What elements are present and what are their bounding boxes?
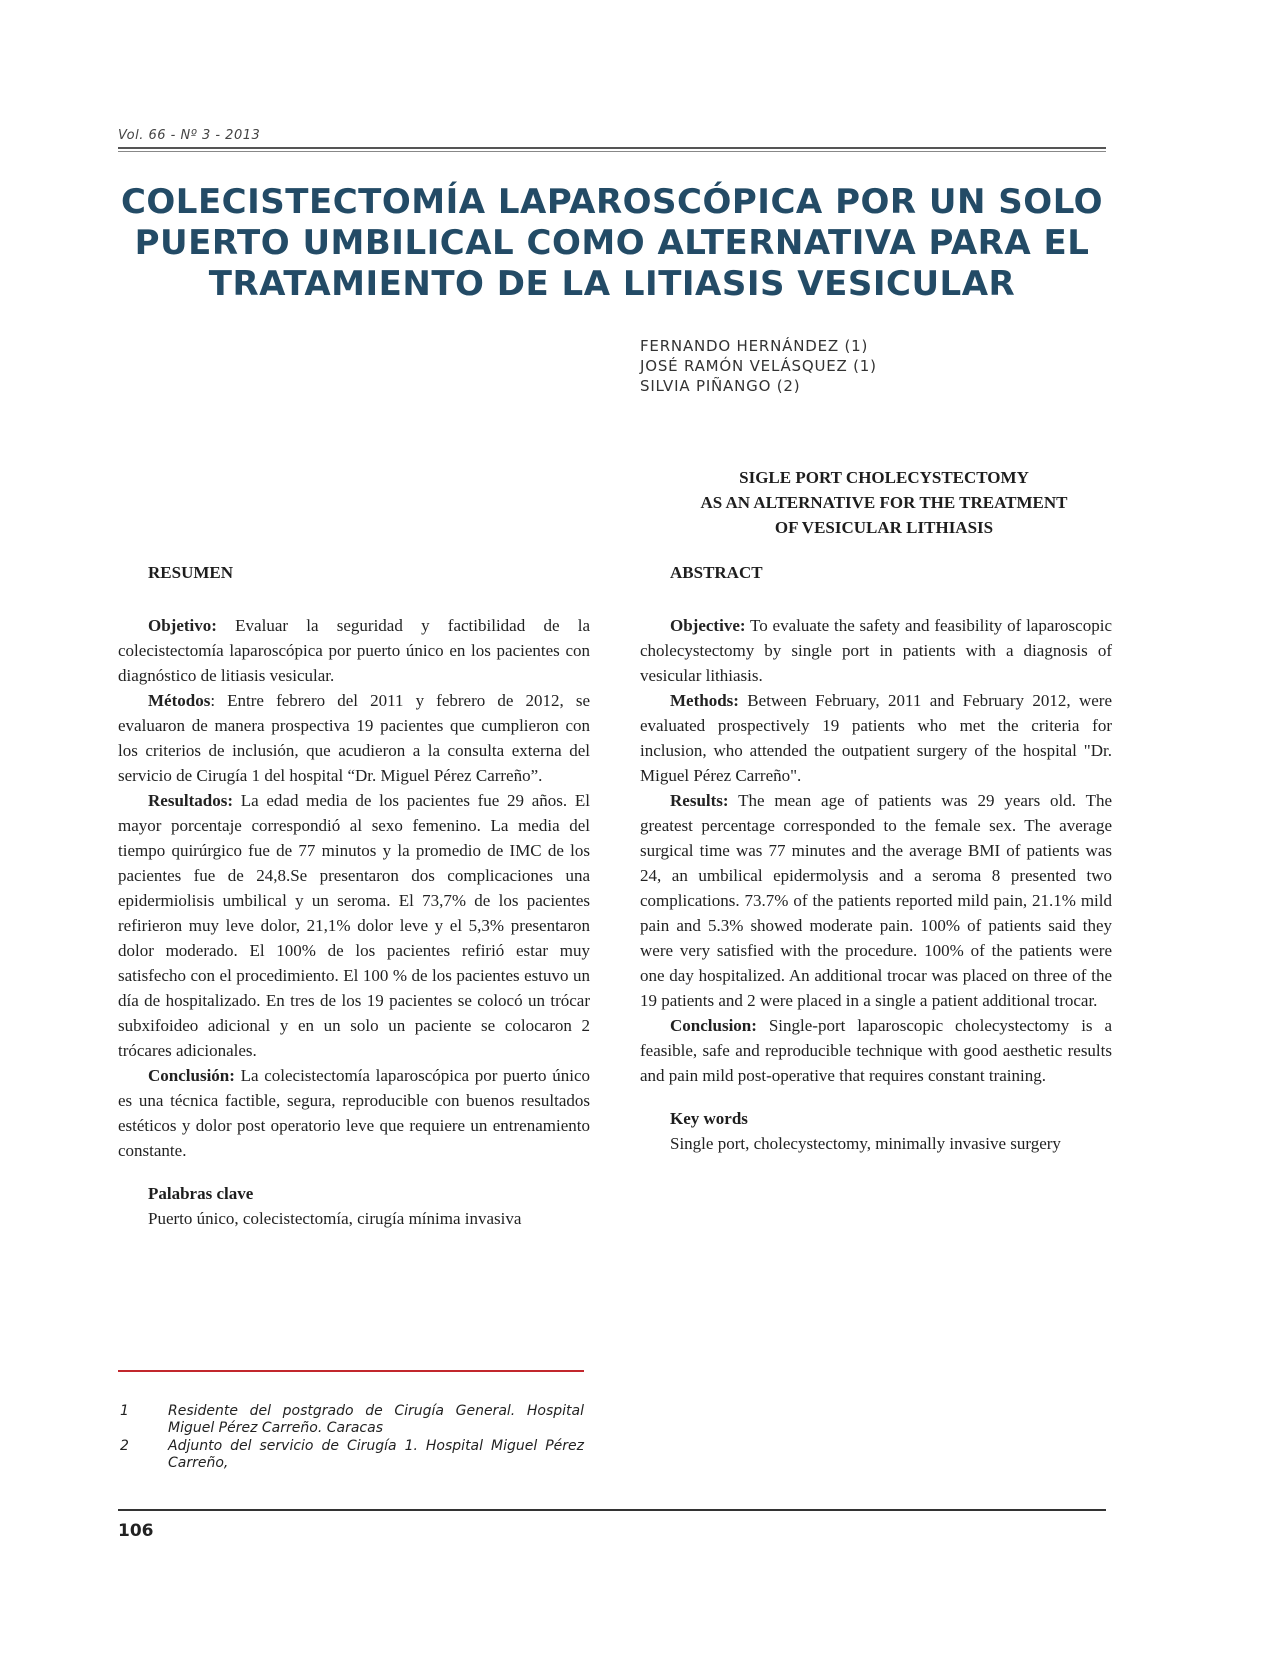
footnote-number: 1 (120, 1403, 129, 1419)
author: FERNANDO HERNÁNDEZ (1) (640, 337, 869, 355)
abstract-heading: ABSTRACT (670, 563, 763, 582)
abstract-conclusion (640, 1013, 1112, 1088)
footnote-rule (118, 1370, 584, 1372)
results-text: The mean age of patients was 29 years old. The greatest percentage corresponded to the female sex. The average surgical time was 77 minutes and the average BMI of patients was 24, an umbilical epidermolysis and a seroma 8 presented two complications. 73.7% of the patients reported mild pain, 21.1% mild pain and 5.3% showed moderate pain. 100% of patients said they were very satisfied with the procedure. 100% of the patients were one day hospitalized. An additional trocar was placed on three of the 19 patients and 2 were placed in a single a patient additional trocar. (640, 791, 1112, 1010)
english-title (640, 465, 1128, 540)
conclusion-label: Conclusión: (148, 1066, 235, 1085)
resumen-conclusion (118, 1063, 590, 1163)
abstract-results (640, 788, 1112, 1013)
footnote-text: Residente del postgrado de Cirugía General. Hospital Miguel Pérez Carreño. Caracas (168, 1403, 584, 1436)
title-line: COLECISTECTOMÍA LAPAROSCÓPICA POR UN SOLO (120, 182, 1104, 222)
abstract-objective (640, 613, 1112, 688)
resumen-objetivo (118, 613, 590, 688)
key-words: Single port, cholecystectomy, minimally invasive surgery (670, 1134, 1061, 1153)
resumen-metodos (118, 688, 590, 788)
resumen-body (118, 613, 590, 1163)
author-list (640, 336, 877, 396)
footnote-number: 2 (120, 1438, 129, 1454)
objetivo-label: Objetivo: (148, 616, 217, 635)
resumen-resultados (118, 788, 590, 1063)
palabras-clave: Puerto único, colecistectomía, cirugía mínima invasiva (148, 1209, 522, 1228)
author: SILVIA PIÑANGO (2) (640, 377, 801, 395)
title-line: TRATAMIENTO DE LA LITIASIS VESICULAR (208, 264, 1016, 304)
palabras-clave-heading: Palabras clave (148, 1184, 254, 1203)
objective-label: Objective: (670, 616, 746, 635)
english-title-line: SIGLE PORT CHOLECYSTECTOMY (739, 468, 1029, 487)
resultados-text: La edad media de los pacientes fue 29 años. El mayor porcentaje correspondió al sexo femenino. La media del tiempo quirúrgico fue de 77 minutos y la promedio de IMC de los pacientes fue de 24,8.Se presentaron dos complicaciones una epidermiolisis umbilical y un seroma. El 73,7% de los pacientes refirieron muy leve dolor, 21,1% dolor leve y el 5,3% presentaron dolor moderado. El 100% de los pacientes refirió estar muy satisfecho con el procedimiento. El 100 % de los pacientes estuvo un día de hospitalizado. En tres de los 19 pacientes se colocó un trócar subxifoideo adicional y en un solo un paciente se colocaron 2 trócares adicionales. (118, 791, 590, 1060)
volume-info: Vol. 66 - Nº 3 - 2013 (118, 128, 261, 143)
metodos-label: Métodos (148, 691, 211, 710)
objetivo-text: Evaluar la seguridad y factibilidad de la colecistectomía laparoscópica por puerto único en los pacientes con diagnóstico de litiasis vesicular. (118, 616, 590, 685)
key-words-heading: Key words (670, 1109, 748, 1128)
header-rule (118, 147, 1106, 149)
footnote-text: Adjunto del servicio de Cirugía 1. Hospital Miguel Pérez Carreño, (168, 1438, 584, 1471)
methods-label: Methods: (670, 691, 739, 710)
metodos-text: : Entre febrero del 2011 y febrero de 2012, se evaluaron de manera prospectiva 19 pacientes que cumplieron con los criterios de inclusión, que acudieron a la consulta externa del servicio de Cirugía 1 del hospital “Dr. Miguel Pérez Carreño”. (118, 691, 590, 785)
methods-text: Between February, 2011 and February 2012, were evaluated prospectively 19 patients who met the criteria for inclusion, who attended the outpatient surgery of the hospital "Dr. Miguel Pérez Carreño". (640, 691, 1112, 785)
footer-rule (118, 1509, 1106, 1511)
conclusion-label-en: Conclusion: (670, 1016, 757, 1035)
resumen-heading: RESUMEN (148, 563, 234, 582)
abstract-body (640, 613, 1112, 1088)
english-title-line: AS AN ALTERNATIVE FOR THE TREATMENT (700, 493, 1068, 512)
english-title-line: OF VESICULAR LITHIASIS (774, 518, 994, 537)
page-number: 106 (118, 1521, 154, 1541)
header-rule-thin (118, 151, 1106, 152)
objective-text: To evaluate the safety and feasibility of laparoscopic cholecystectomy by single port in patients with a diagnosis of vesicular lithiasis. (640, 616, 1112, 685)
conclusion-text: La colecistectomía laparoscópica por puerto único es una técnica factible, segura, reproducible con buenos resultados estéticos y dolor post operatorio leve que requiere un entrenamiento constante. (118, 1066, 590, 1160)
article-title (118, 182, 1106, 305)
title-line: PUERTO UMBILICAL COMO ALTERNATIVA PARA EL (134, 223, 1090, 263)
footnote (118, 1403, 584, 1437)
author: JOSÉ RAMÓN VELÁSQUEZ (1) (640, 357, 877, 375)
resultados-label: Resultados: (148, 791, 234, 810)
conclusion-text-en: Single-port laparoscopic cholecystectomy is a feasible, safe and reproducible technique with good aesthetic results and pain mild post-operative that requires constant training. (640, 1016, 1112, 1085)
abstract-methods (640, 688, 1112, 788)
results-label: Results: (670, 791, 729, 810)
footnote (118, 1438, 584, 1472)
